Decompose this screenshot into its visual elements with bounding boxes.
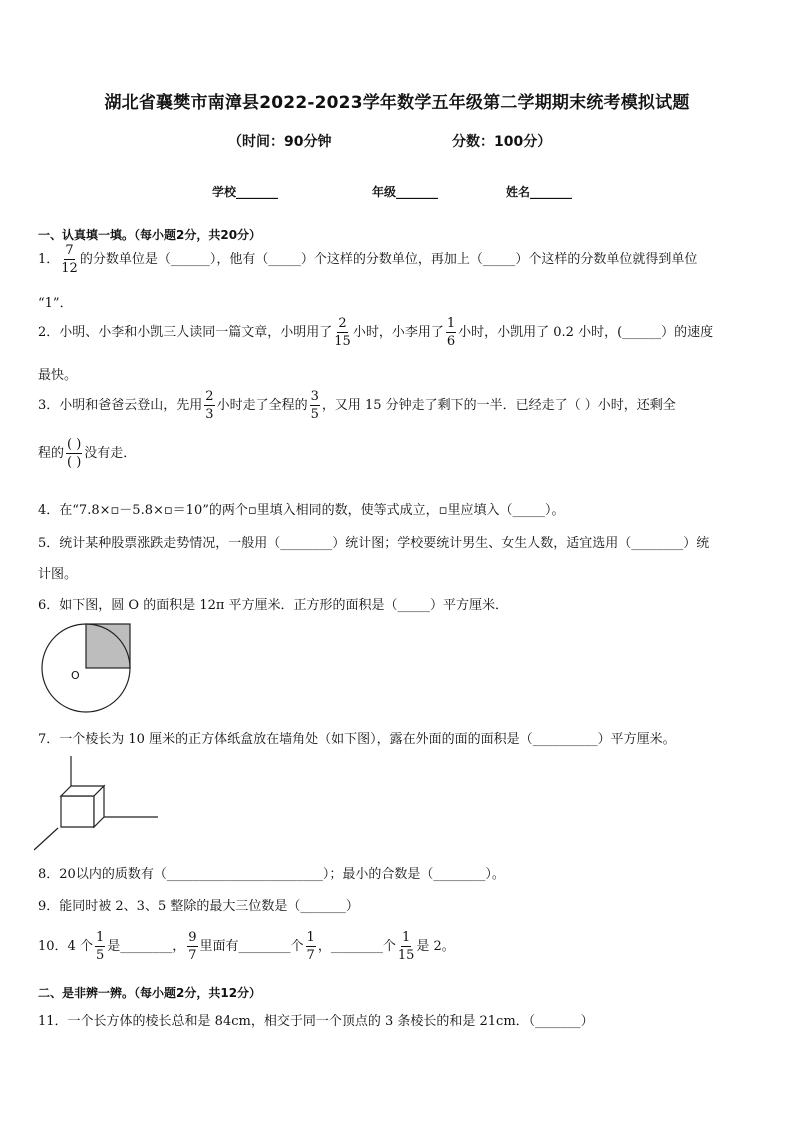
school-field[interactable]: 学校_______ [212, 185, 279, 199]
question-5: 5．统计某种股票涨跌走势情况，一般用（________）统计图；学校要统计男生、女生人数，适宜选用（________）统 [38, 536, 710, 551]
question-11: 11．一个长方体的棱长总和是 84cm，相交于同一个顶点的 3 条棱长的和是 21cm．（_______） [38, 1014, 594, 1029]
question-number: 1． [38, 252, 60, 267]
fraction: $\frac{1}{7}$ [306, 930, 315, 963]
question-4: 4．在“7.8×▫－5.8×▫＝10”的两个▫里填入相同的数，使等式成立，▫里应填入（_____）。 [38, 503, 565, 518]
question-3-cont: 程的 $\frac{( )}{( )}$ 没有走． [38, 437, 137, 470]
question-6: 6．如下图，圆 O 的面积是 12π 平方厘米．正方形的面积是（_____）平方厘米． [38, 598, 509, 613]
question-9: 9．能同时被 2、3、5 整除的最大三位数是（_______） [38, 899, 359, 914]
grade-field[interactable]: 年级_______ [372, 185, 439, 199]
square-shape [86, 624, 130, 668]
fraction: $\frac{1}{5}$ [95, 930, 105, 963]
question-5-cont: 计图。 [38, 567, 78, 582]
name-field[interactable]: 姓名_______ [506, 185, 573, 199]
question-1 [38, 244, 697, 275]
fraction: $\frac{3}{5}$ [310, 389, 319, 422]
fraction: $\frac{1}{6}$ [446, 316, 456, 349]
exam-time: （时间：90分钟 [228, 134, 332, 150]
center-label-o: O [71, 669, 80, 682]
question-2: 2．小明、小李和小凯三人读同一篇文章，小明用了 $\frac{2}{15}$ 小时，小李用了 $\frac{1}{6}$ 小时，小凯用了 0.2 小时，(______）的速度 [38, 316, 714, 349]
exam-score: 分数：100分） [452, 134, 552, 150]
question-1-cont: “1”． [38, 296, 73, 311]
section-2-heading: 二、是非辨一辨。（每小题2分，共12分） [38, 986, 262, 1000]
answer-fraction-blank[interactable]: $\frac{( )}{( )}$ [67, 437, 82, 470]
fraction: $\frac{9}{7}$ [188, 930, 197, 963]
circle-square-figure [36, 618, 136, 718]
question-2-cont: 最快。 [38, 368, 78, 383]
cube-corner-figure [34, 756, 164, 851]
question-7: 7．一个棱长为 10 厘米的正方体纸盒放在墙角处（如下图），露在外面的面的面积是（__________）平方厘米。 [38, 732, 676, 747]
section-1-heading: 一、认真填一填。（每小题2分，共20分） [38, 228, 262, 242]
page-title: 湖北省襄樊市南漳县2022-2023学年数学五年级第二学期期末统考模拟试题 [104, 93, 690, 113]
fraction: $\frac{7}{12}$ [61, 243, 78, 276]
question-8: 8．20以内的质数有（________________________）；最小的合数是（________）。 [38, 867, 505, 882]
fraction: $\frac{1}{15}$ [397, 930, 415, 963]
question-10: 10．4 个 $\frac{1}{5}$ 是________， $\frac{9}{7}$ 里面有________个 $\frac{1}{7}$ ，________个 $\frac{1}{15}$ 是 2。 [38, 930, 455, 963]
cube-front-face [61, 796, 94, 827]
fraction: $\frac{2}{3}$ [205, 389, 214, 422]
fraction: $\frac{2}{15}$ [334, 316, 351, 349]
question-text: 的分数单位是（______），他有（_____）个这样的分数单位，再加上（_____）个这样的分数单位就得到单位 [79, 252, 698, 267]
question-3: 3．小明和爸爸云登山，先用 $\frac{2}{3}$ 小时走了全程的 $\frac{3}{5}$ ，又用 15 分钟走了剩下的一半．已经走了（ ）小时，还剩全 [38, 389, 676, 422]
